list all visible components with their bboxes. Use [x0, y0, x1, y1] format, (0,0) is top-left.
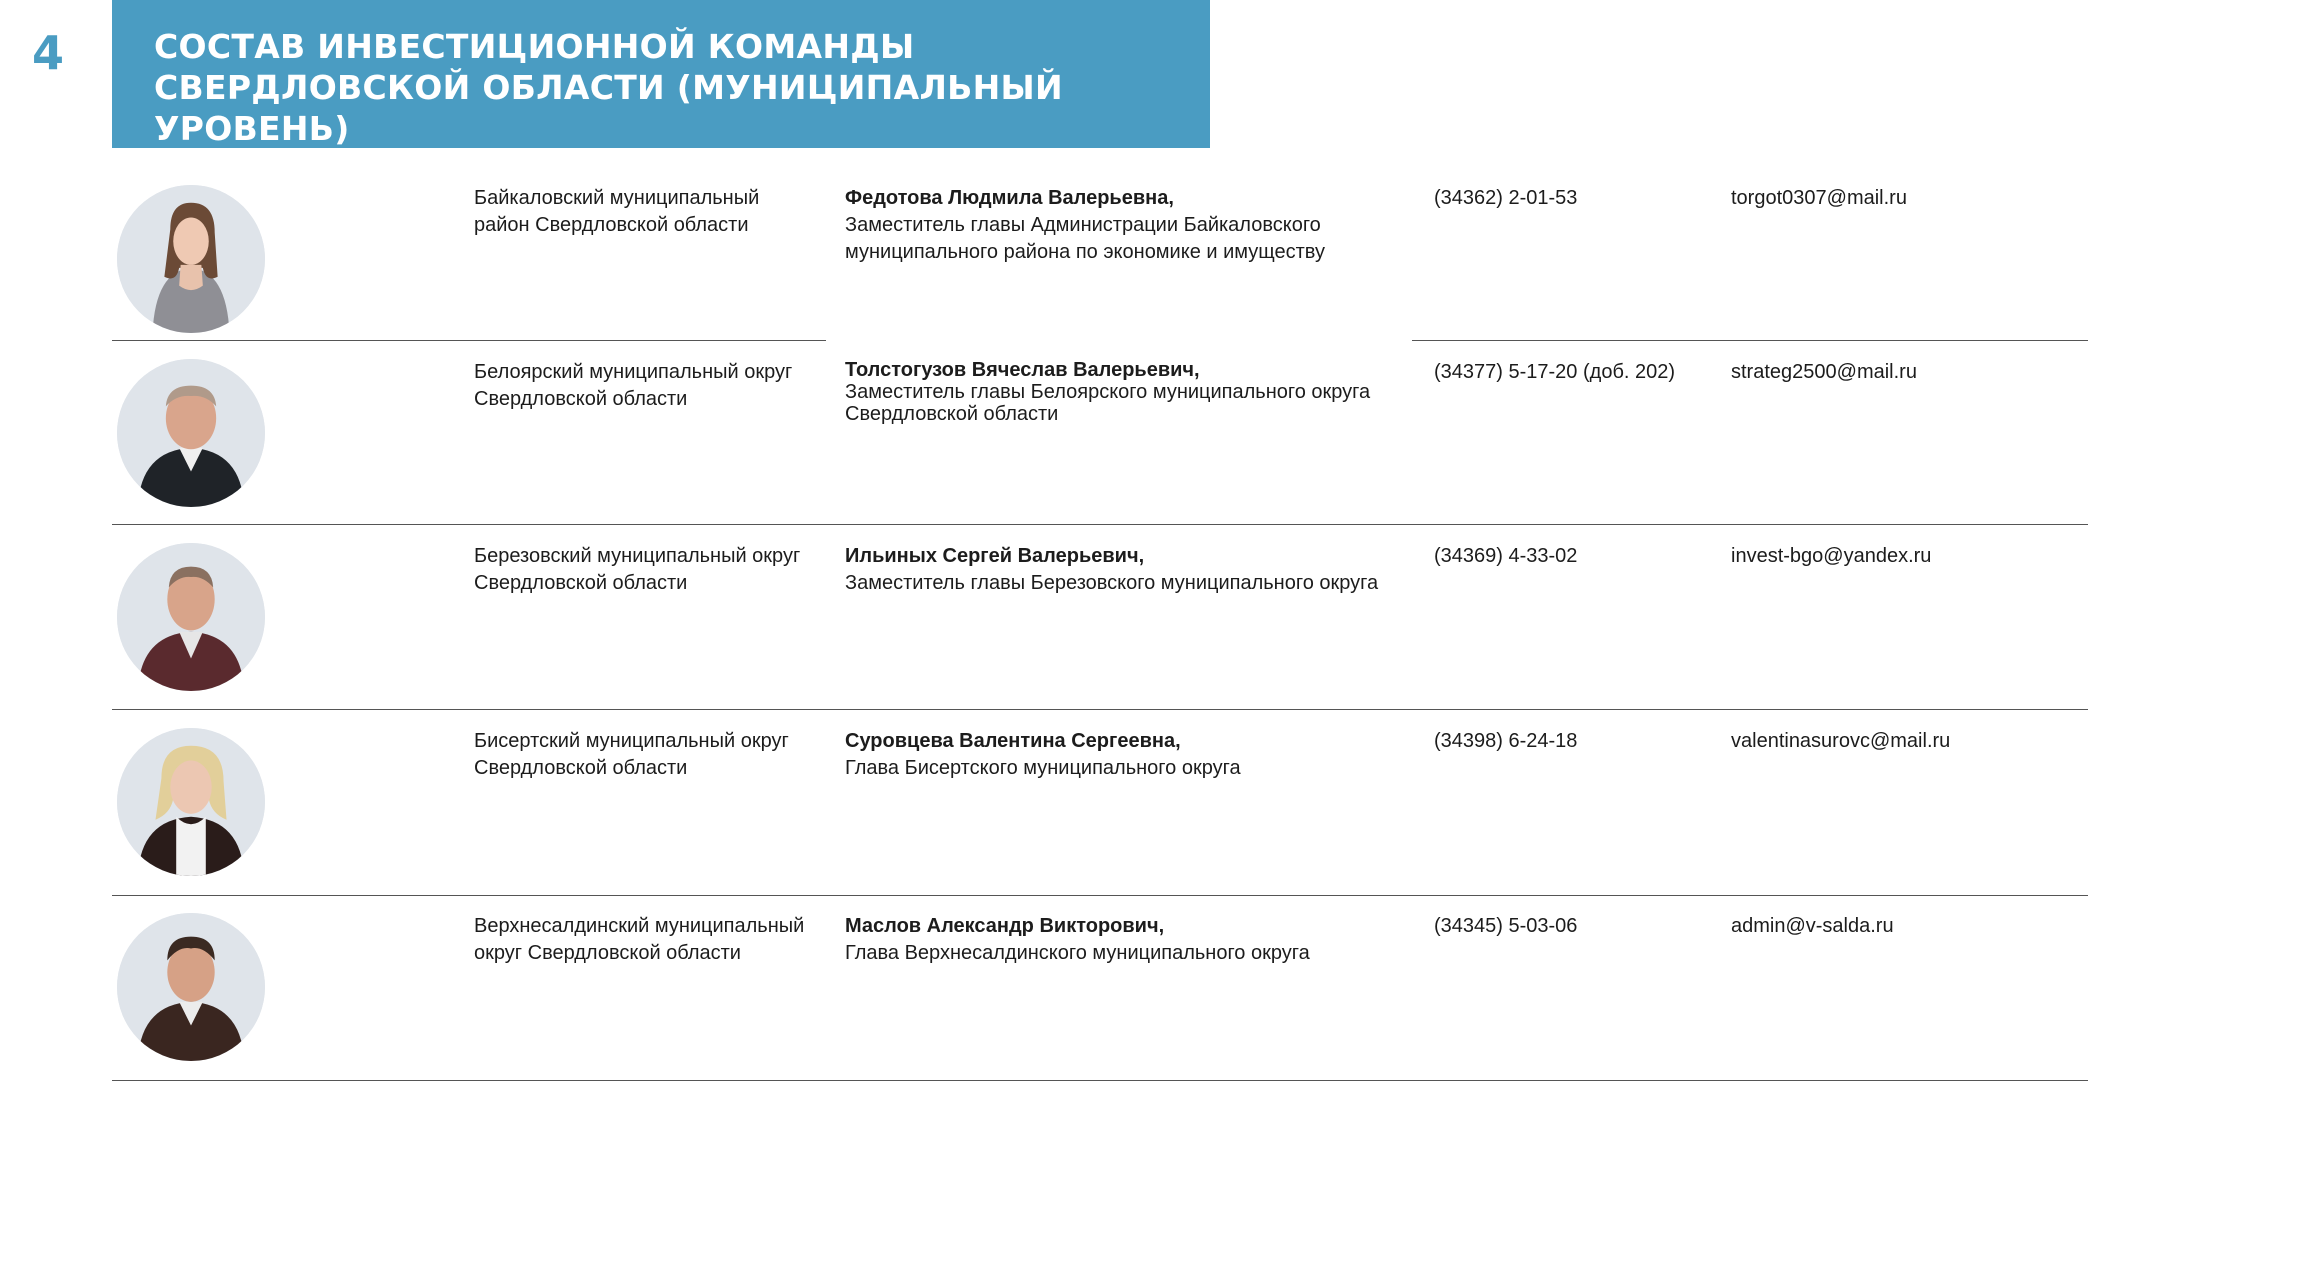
official-name: Толстогузов Вячеслав Валерьевич, — [845, 359, 1200, 381]
municipality: Белоярский муниципальный округ Свердловской области — [474, 361, 793, 410]
person-photo — [117, 728, 265, 876]
person-photo-icon — [117, 185, 265, 333]
page-title-line-1: СОСТАВ ИНВЕСТИЦИОННОЙ КОМАНДЫ — [154, 27, 915, 66]
phone-number: (34362) 2-01-53 — [1434, 187, 1578, 209]
row-divider — [112, 524, 2088, 525]
phone-number: (34377) 5-17-20 (доб. 202) — [1434, 361, 1676, 383]
official-position: Заместитель главы Администрации Байкаловского муниципального района по экономике и имуществу — [845, 214, 1325, 263]
official-name: Ильиных Сергей Валерьевич, — [845, 545, 1145, 567]
page-number: 4 — [32, 26, 65, 80]
municipality: Березовский муниципальный округ Свердловской области — [474, 545, 801, 594]
row-divider — [1412, 340, 2088, 341]
official-position: Глава Бисертского муниципального округа — [845, 757, 1241, 779]
row-divider — [112, 340, 826, 341]
person-photo — [117, 185, 265, 333]
official-name: Федотова Людмила Валерьевна, — [845, 187, 1174, 209]
person-photo-icon — [117, 543, 265, 691]
email-address[interactable]: admin@v-salda.ru — [1731, 915, 1894, 937]
person-photo-icon — [117, 913, 265, 1061]
official-name: Маслов Александр Викторович, — [845, 915, 1165, 937]
official — [845, 543, 1405, 597]
email-address[interactable]: strateg2500@mail.ru — [1731, 361, 1917, 383]
title-banner — [112, 0, 1210, 148]
official-position: Глава Верхнесалдинского муниципального округа — [845, 942, 1310, 964]
email-address[interactable]: valentinasurovc@mail.ru — [1731, 730, 1951, 752]
row-divider — [112, 1080, 2088, 1081]
official-position: Заместитель главы Березовского муниципального округа — [845, 572, 1379, 594]
official-name: Суровцева Валентина Сергеевна, — [845, 730, 1181, 752]
row-divider — [112, 709, 2088, 710]
official — [845, 185, 1405, 266]
email-address[interactable]: invest-bgo@yandex.ru — [1731, 545, 1932, 567]
person-photo — [117, 913, 265, 1061]
person-photo-icon — [117, 728, 265, 876]
official — [845, 728, 1405, 782]
email-address[interactable]: torgot0307@mail.ru — [1731, 187, 1907, 209]
person-photo-icon — [117, 359, 265, 507]
municipality: Байкаловский муниципальный район Свердловской области — [474, 187, 760, 236]
person-photo — [117, 543, 265, 691]
municipality: Бисертский муниципальный округ Свердловской области — [474, 730, 789, 779]
phone-number: (34369) 4-33-02 — [1434, 545, 1578, 567]
phone-number: (34398) 6-24-18 — [1434, 730, 1578, 752]
official — [845, 359, 1405, 425]
page-title-line-2: СВЕРДЛОВСКОЙ ОБЛАСТИ (МУНИЦИПАЛЬНЫЙ УРОВЕНЬ) — [154, 68, 1063, 148]
municipality: Верхнесалдинский муниципальный округ Свердловской области — [474, 915, 805, 964]
official — [845, 913, 1405, 967]
official-position: Заместитель главы Белоярского муниципального округа Свердловской области — [845, 381, 1371, 425]
row-divider — [112, 895, 2088, 896]
phone-number: (34345) 5-03-06 — [1434, 915, 1578, 937]
person-photo — [117, 359, 265, 507]
